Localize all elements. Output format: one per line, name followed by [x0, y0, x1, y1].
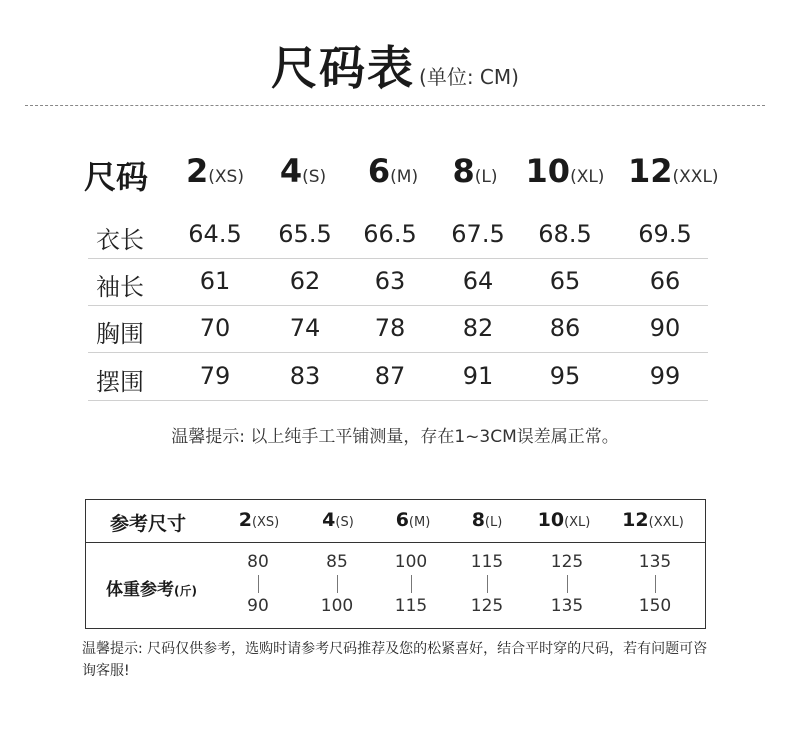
table-cell: 74: [289, 314, 321, 342]
range-separator: [337, 575, 338, 593]
ref-size-header: 12(XXL): [622, 509, 684, 531]
table-cell: 69.5: [638, 220, 692, 248]
size-row-length: [88, 212, 708, 259]
table-cell: 99: [649, 362, 681, 390]
table-cell: 64.5: [188, 220, 242, 248]
range-separator: [567, 575, 568, 593]
size-row-chest: [88, 306, 708, 353]
weight-range: 100 115: [394, 552, 428, 616]
title-unit: (单位: CM): [419, 65, 519, 89]
size-col-header: 10(XL): [525, 152, 605, 190]
table-cell: 82: [462, 314, 494, 342]
weight-label: 体重参考(斤): [106, 580, 197, 600]
footer-note: 温馨提示: 尺码仅供参考，选购时请参考尺码推荐及您的松紧喜好，结合平时穿的尺码，若有问题可咨询客服!: [82, 641, 708, 679]
table-cell: 63: [374, 267, 406, 295]
table-cell: 70: [199, 314, 231, 342]
reference-header-label: 参考尺寸: [110, 513, 187, 535]
size-col-header: 8(L): [452, 152, 498, 190]
size-col-header: 6(M): [367, 152, 419, 190]
row-label: 衣长: [96, 226, 144, 254]
size-row-hem: [88, 354, 708, 401]
dashed-divider: [25, 105, 765, 106]
row-label: 摆围: [96, 368, 144, 396]
size-col-header: 2(XS): [186, 152, 244, 190]
range-separator: [411, 575, 412, 593]
ref-size-header: 8(L): [471, 509, 503, 531]
table-cell: 61: [199, 267, 231, 295]
range-separator: [487, 575, 488, 593]
weight-range: 115 125: [470, 552, 504, 616]
weight-range: 125 135: [550, 552, 584, 616]
ref-size-header: 10(XL): [537, 509, 591, 531]
table-cell: 95: [549, 362, 581, 390]
range-separator: [655, 575, 656, 593]
table-cell: 83: [289, 362, 321, 390]
weight-range: 135 150: [638, 552, 672, 616]
table-cell: 66.5: [363, 220, 417, 248]
size-row-sleeve: [88, 259, 708, 306]
table-cell: 65.5: [278, 220, 332, 248]
table-cell: 86: [549, 314, 581, 342]
row-label: 袖长: [96, 273, 144, 301]
table-cell: 90: [649, 314, 681, 342]
table-cell: 62: [289, 267, 321, 295]
table-cell: 67.5: [451, 220, 505, 248]
reference-table: [85, 499, 706, 629]
table-cell: 65: [549, 267, 581, 295]
weight-range: 85 100: [320, 552, 354, 616]
measurement-note: 温馨提示: 以上纯手工平铺测量，存在1~3CM误差属正常。: [171, 427, 619, 447]
weight-range: 80 90: [247, 552, 269, 616]
table-cell: 79: [199, 362, 231, 390]
size-col-header: 4(S): [279, 152, 327, 190]
ref-size-header: 4(S): [322, 509, 354, 531]
table-cell: 87: [374, 362, 406, 390]
table-cell: 68.5: [538, 220, 592, 248]
table-cell: 91: [462, 362, 494, 390]
row-label: 胸围: [96, 320, 144, 348]
table-cell: 78: [374, 314, 406, 342]
ref-size-header: 6(M): [395, 509, 431, 531]
page-title: [0, 32, 790, 98]
title-text: 尺码表: [271, 41, 416, 95]
ref-size-header: 2(XS): [238, 509, 280, 531]
size-header-label: 尺码: [84, 158, 149, 196]
size-table-header: [0, 152, 790, 202]
table-cell: 66: [649, 267, 681, 295]
table-cell: 64: [462, 267, 494, 295]
reference-header: [86, 500, 705, 543]
range-separator: [258, 575, 259, 593]
size-col-header: 12(XXL): [628, 152, 719, 190]
